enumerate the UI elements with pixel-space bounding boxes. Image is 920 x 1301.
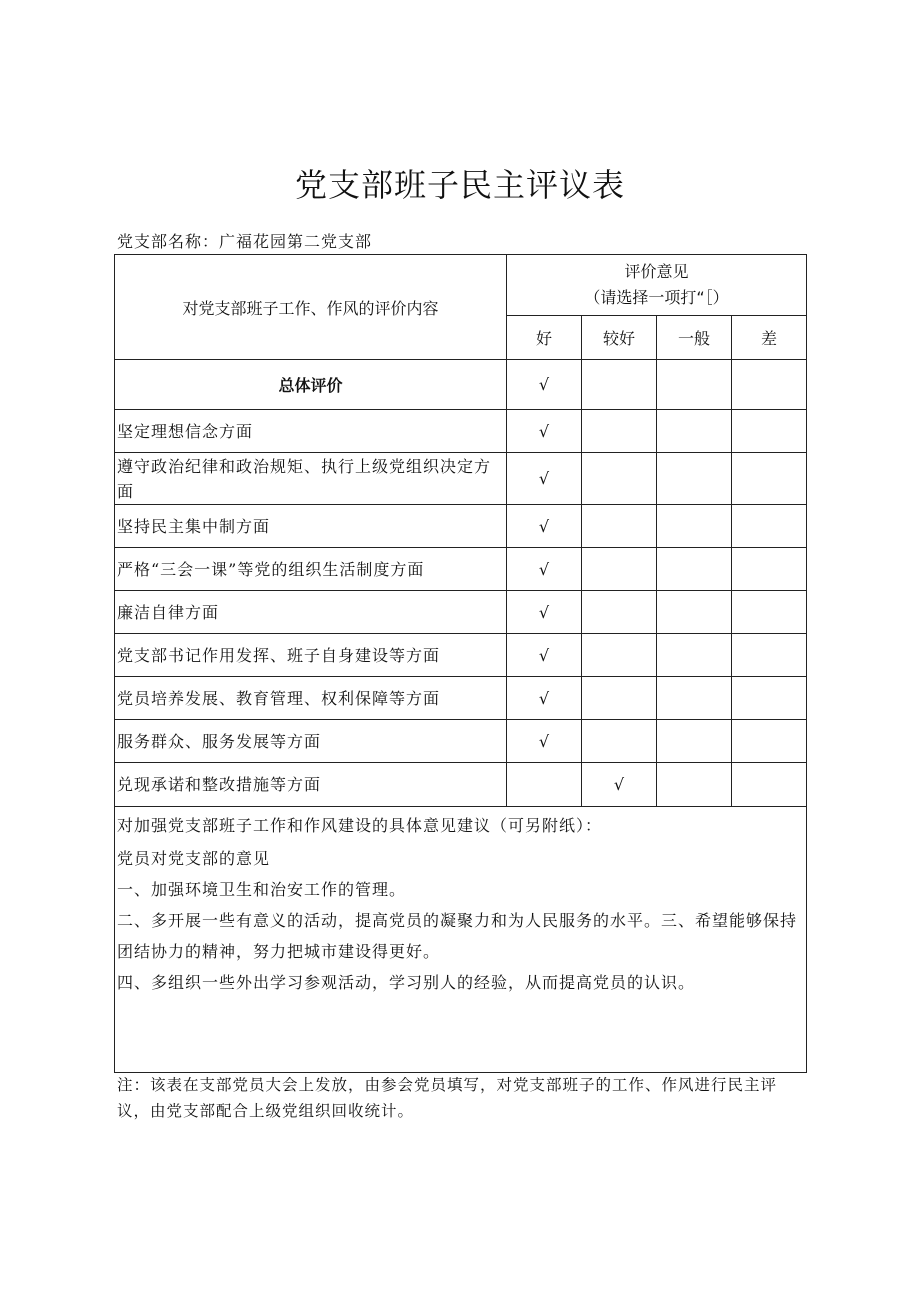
suggestion-line: 四、多组织一些外出学习参观活动，学习别人的经验，从而提高党员的认识。 — [117, 973, 696, 992]
rating-header-1: 较好 — [582, 316, 657, 360]
table-row — [115, 410, 807, 453]
criterion-label: 坚持民主集中制方面 — [115, 505, 507, 548]
opinion-header-instruction: （请选择一项打“［） — [584, 288, 729, 307]
check-mark-icon: √ — [538, 516, 550, 536]
table-row — [115, 634, 807, 677]
rating-header-0: 好 — [507, 316, 582, 360]
criterion-4-rating-1[interactable] — [582, 591, 657, 634]
criterion-2-rating-2[interactable] — [657, 505, 732, 548]
criterion-1-rating-1[interactable] — [582, 453, 657, 505]
branch-name: 党支部名称：广福花园第二党支部 — [117, 232, 373, 251]
criterion-6-rating-0[interactable] — [507, 677, 582, 720]
criterion-8-rating-2[interactable] — [657, 763, 732, 807]
criterion-5-rating-3[interactable] — [732, 634, 807, 677]
table-row — [115, 505, 807, 548]
criterion-7-rating-1[interactable] — [582, 720, 657, 763]
check-mark-icon: √ — [613, 775, 625, 794]
criterion-7-rating-0[interactable] — [507, 720, 582, 763]
criterion-5-rating-2[interactable] — [657, 634, 732, 677]
criterion-4-rating-0[interactable] — [507, 591, 582, 634]
criterion-5-rating-0[interactable] — [507, 634, 582, 677]
criterion-2-rating-1[interactable] — [582, 505, 657, 548]
table-row — [115, 763, 807, 807]
criterion-label: 严格“三会一课”等党的组织生活制度方面 — [115, 548, 507, 591]
criterion-1-rating-3[interactable] — [732, 453, 807, 505]
criterion-4-rating-3[interactable] — [732, 591, 807, 634]
criterion-7-rating-2[interactable] — [657, 720, 732, 763]
page-title: 党支部班子民主评议表 — [294, 166, 625, 204]
criterion-3-rating-1[interactable] — [582, 548, 657, 591]
suggestion-line: 二、多开展一些有意义的活动，提高党员的凝聚力和为人民服务的水平。三、希望能够保持团结协力的精神，努力把城市建设得更好。 — [117, 911, 798, 961]
check-mark-icon: √ — [538, 469, 550, 488]
check-mark-icon: √ — [538, 645, 550, 665]
criterion-5-rating-1[interactable] — [582, 634, 657, 677]
criterion-8-rating-1[interactable] — [582, 763, 657, 807]
criterion-1-rating-0[interactable] — [507, 453, 582, 505]
criterion-6-rating-2[interactable] — [657, 677, 732, 720]
check-mark-icon: √ — [538, 559, 550, 579]
criterion-3-rating-2[interactable] — [657, 548, 732, 591]
criterion-label: 坚定理想信念方面 — [115, 410, 507, 453]
overall-rating-3[interactable] — [732, 360, 807, 410]
criterion-0-rating-0[interactable] — [507, 410, 582, 453]
criterion-7-rating-3[interactable] — [732, 720, 807, 763]
criterion-label: 党支部书记作用发挥、班子自身建设等方面 — [115, 634, 507, 677]
criterion-8-rating-3[interactable] — [732, 763, 807, 807]
check-mark-icon: √ — [538, 688, 550, 708]
rating-header-3: 差 — [732, 316, 807, 360]
check-mark-icon: √ — [538, 731, 550, 751]
criterion-2-rating-0[interactable] — [507, 505, 582, 548]
table-row — [115, 720, 807, 763]
rating-header-2: 一般 — [657, 316, 732, 360]
criterion-0-rating-2[interactable] — [657, 410, 732, 453]
footnote: 注：该表在支部党员大会上发放，由参会党员填写，对党支部班子的工作、作风进行民主评议，由党支部配合上级党组织回收统计。 — [117, 1076, 778, 1120]
criterion-3-rating-0[interactable] — [507, 548, 582, 591]
opinion-header — [507, 255, 807, 316]
table-row — [115, 591, 807, 634]
evaluation-table — [114, 254, 807, 1073]
check-mark-icon: √ — [538, 421, 550, 441]
overall-rating-0[interactable] — [507, 360, 582, 410]
criterion-6-rating-3[interactable] — [732, 677, 807, 720]
criterion-label: 党员培养发展、教育管理、权利保障等方面 — [115, 677, 507, 720]
suggestions-title: 对加强党支部班子工作和作风建设的具体意见建议（可另附纸）： — [117, 816, 603, 835]
suggestion-line: 一、加强环境卫生和治安工作的管理。 — [117, 880, 407, 899]
suggestion-line: 党员对党支部的意见 — [117, 849, 271, 868]
criterion-2-rating-3[interactable] — [732, 505, 807, 548]
overall-label: 总体评价 — [115, 360, 507, 410]
criterion-label: 兑现承诺和整改措施等方面 — [115, 763, 507, 807]
table-row — [115, 548, 807, 591]
check-mark-icon: √ — [538, 375, 550, 394]
overall-rating-1[interactable] — [582, 360, 657, 410]
criterion-1-rating-2[interactable] — [657, 453, 732, 505]
content-header: 对党支部班子工作、作风的评价内容 — [115, 255, 507, 360]
criterion-label: 服务群众、服务发展等方面 — [115, 720, 507, 763]
criterion-6-rating-1[interactable] — [582, 677, 657, 720]
opinion-header-title: 评价意见 — [624, 262, 689, 281]
criterion-4-rating-2[interactable] — [657, 591, 732, 634]
overall-rating-2[interactable] — [657, 360, 732, 410]
criterion-8-rating-0[interactable] — [507, 763, 582, 807]
criterion-0-rating-1[interactable] — [582, 410, 657, 453]
table-row — [115, 453, 807, 505]
criterion-3-rating-3[interactable] — [732, 548, 807, 591]
criterion-label: 遵守政治纪律和政治规矩、执行上级党组织决定方面 — [115, 453, 507, 505]
check-mark-icon: √ — [538, 602, 550, 622]
suggestions-box[interactable] — [115, 807, 807, 1073]
table-row — [115, 677, 807, 720]
criterion-0-rating-3[interactable] — [732, 410, 807, 453]
criterion-label: 廉洁自律方面 — [115, 591, 507, 634]
